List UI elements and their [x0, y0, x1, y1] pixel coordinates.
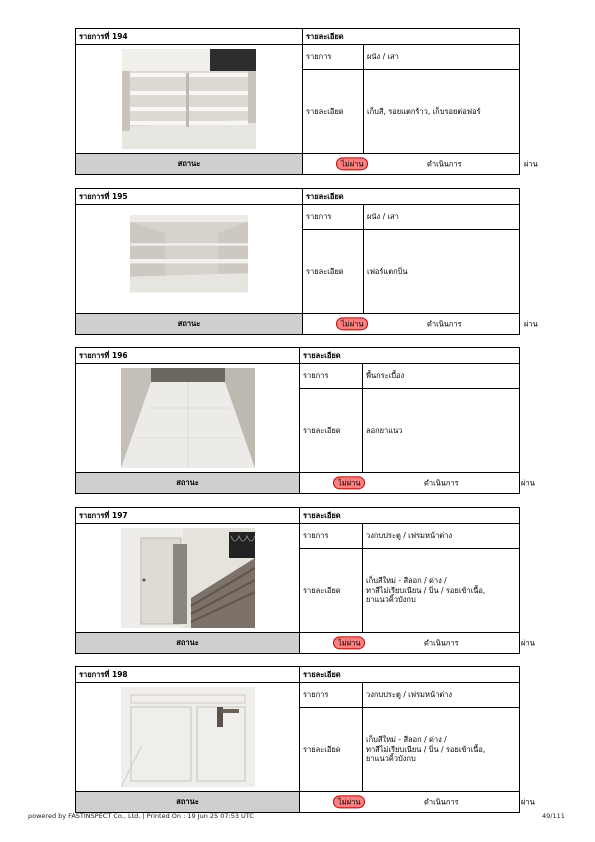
inspection-photo[interactable]	[121, 687, 255, 787]
status-progress-option[interactable]: ดำเนินการ	[427, 319, 462, 329]
photo-cell	[76, 683, 300, 792]
detail-label: รายละเอียด	[303, 230, 364, 314]
inspection-photo[interactable]	[122, 215, 256, 303]
status-label: สถานะ	[76, 473, 300, 494]
detail-line: เฟอร์แตกบิ่น	[367, 266, 408, 276]
detail-header: รายละเอียด	[300, 348, 520, 364]
detail-line: เก็บสี, รอยแตกร้าว, เก็บรอยต่อฟอร์	[367, 106, 481, 116]
inspection-card-197	[75, 507, 535, 654]
item-value: วงกบประตู / เฟรมหน้าต่าง	[363, 524, 520, 549]
detail-line: ยาแนวคิ้วบังกบ	[366, 595, 416, 605]
inspection-card-194	[75, 28, 538, 175]
detail-text	[364, 230, 520, 314]
item-number: รายการที่ 195	[76, 189, 303, 205]
detail-text	[363, 708, 520, 792]
status-options	[303, 314, 538, 335]
detail-label: รายละเอียด	[303, 70, 364, 154]
status-pass-option[interactable]: ผ่าน	[524, 319, 538, 329]
inspection-card-196	[75, 347, 535, 494]
photo-cell	[76, 524, 300, 633]
status-pass-option[interactable]: ผ่าน	[524, 159, 538, 169]
detail-header: รายละเอียด	[303, 29, 520, 45]
footer-credit: powered by FASTINSPECT Co., Ltd. | Printed On : 19 Jun 25 07:53 UTC	[28, 812, 254, 820]
detail-text	[364, 70, 520, 154]
item-label: รายการ	[300, 364, 363, 389]
item-label: รายการ	[300, 683, 363, 708]
status-options	[300, 473, 535, 494]
inspection-card-198	[75, 666, 535, 813]
status-progress-option[interactable]: ดำเนินการ	[424, 478, 459, 488]
status-label: สถานะ	[76, 792, 300, 813]
detail-line: ทาสีไม่เรียบเนียน / บิ่น / รอยเข้าเนื้อ,	[366, 585, 486, 595]
detail-text	[363, 389, 520, 473]
inspection-photo[interactable]	[122, 49, 256, 149]
detail-line: เก็บสีใหม่ - สีลอก / ด่าง /	[366, 735, 447, 745]
item-value: ผนัง / เสา	[364, 45, 520, 70]
photo-cell	[76, 205, 303, 314]
detail-text	[363, 549, 520, 633]
item-label: รายการ	[303, 205, 364, 230]
status-label: สถานะ	[76, 633, 300, 654]
status-pass-option[interactable]: ผ่าน	[521, 797, 535, 807]
status-options	[300, 633, 535, 654]
item-number: รายการที่ 198	[76, 667, 300, 683]
inspection-card-195	[75, 188, 538, 335]
detail-line: เก็บสีใหม่ - สีลอก / ด่าง /	[366, 576, 447, 586]
item-number: รายการที่ 196	[76, 348, 300, 364]
detail-line: ยาแนวคิ้วบังกบ	[366, 754, 416, 764]
status-pass-option[interactable]: ผ่าน	[521, 478, 535, 488]
status-options	[300, 792, 535, 813]
detail-header: รายละเอียด	[303, 189, 520, 205]
status-label: สถานะ	[76, 154, 303, 175]
status-progress-option[interactable]: ดำเนินการ	[427, 159, 462, 169]
item-value: ผนัง / เสา	[364, 205, 520, 230]
item-value: พื้นกระเบื้อง	[363, 364, 520, 389]
photo-cell	[76, 45, 303, 154]
detail-label: รายละเอียด	[300, 708, 363, 792]
status-pass-option[interactable]: ผ่าน	[521, 638, 535, 648]
detail-line: ทาสีไม่เรียบเนียน / บิ่น / รอยเข้าเนื้อ,	[366, 744, 486, 754]
item-label: รายการ	[303, 45, 364, 70]
item-number: รายการที่ 194	[76, 29, 303, 45]
status-fail-option[interactable]: ไม่ผ่าน	[336, 317, 368, 330]
item-value: วงกบประตู / เฟรมหน้าต่าง	[363, 683, 520, 708]
detail-line: ลอกยาแนว	[366, 425, 403, 435]
detail-header: รายละเอียด	[300, 667, 520, 683]
item-label: รายการ	[300, 524, 363, 549]
inspection-photo[interactable]	[121, 528, 255, 628]
status-label: สถานะ	[76, 314, 303, 335]
status-fail-option[interactable]: ไม่ผ่าน	[333, 636, 365, 649]
status-progress-option[interactable]: ดำเนินการ	[424, 797, 459, 807]
detail-label: รายละเอียด	[300, 389, 363, 473]
detail-label: รายละเอียด	[300, 549, 363, 633]
detail-header: รายละเอียด	[300, 508, 520, 524]
status-progress-option[interactable]: ดำเนินการ	[424, 638, 459, 648]
status-fail-option[interactable]: ไม่ผ่าน	[336, 157, 368, 170]
status-fail-option[interactable]: ไม่ผ่าน	[333, 476, 365, 489]
item-number: รายการที่ 197	[76, 508, 300, 524]
status-options	[303, 154, 538, 175]
inspection-photo[interactable]	[121, 368, 255, 468]
status-fail-option[interactable]: ไม่ผ่าน	[333, 795, 365, 808]
page-number: 49/111	[542, 812, 565, 820]
photo-cell	[76, 364, 300, 473]
